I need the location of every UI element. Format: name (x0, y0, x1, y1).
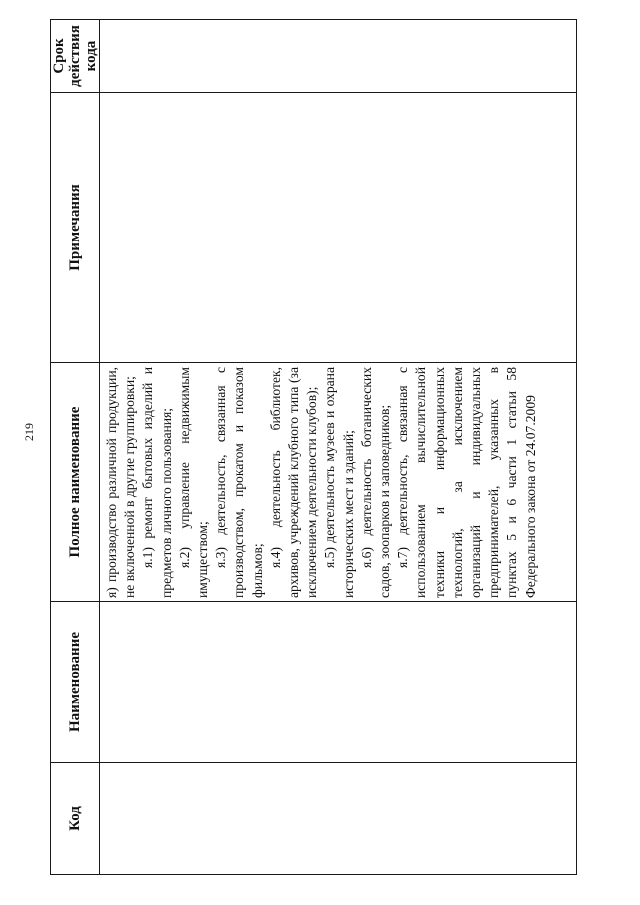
full-name-paragraph: я.5) деятельность музеев и охрана исторических мест и зданий; (322, 367, 356, 598)
table-row (100, 20, 577, 875)
header-validity: Срок действия кода (51, 20, 100, 93)
cell-full-name (100, 363, 577, 602)
header-name: Наименование (51, 602, 100, 763)
cell-notes (100, 93, 577, 363)
page-number: 219 (22, 423, 36, 441)
full-name-paragraph: я.7) деятельность, связанная с использованием вычислительной техники и информационных технологий, за исключением организаций и индивидуальных предпринимателей, указанных в пунктах 5 и 6 части 1 статьи 58 Федерального закона от 24.07.2009 (395, 367, 538, 598)
codes-table (50, 19, 577, 875)
header-full-name: Полное наименование (51, 363, 100, 602)
full-name-paragraph: я.1) ремонт бытовых изделий и предметов личного пользования; (140, 367, 174, 598)
header-code: Код (51, 763, 100, 875)
cell-validity (100, 20, 577, 93)
full-name-paragraph: я.2) управление недвижимым имуществом; (176, 367, 211, 598)
full-name-paragraph: я.4) деятельность библиотек, архивов, учреждений клубного типа (за исключением деятельности клубов); (267, 367, 320, 598)
cell-name (100, 602, 577, 763)
full-name-paragraph: я.3) деятельность, связанная с производством, прокатом и показом фильмов; (213, 367, 265, 598)
table-header-row (51, 20, 100, 875)
full-name-paragraph: я) производство различной продукции, не включенной в другие группировки; (104, 367, 138, 598)
header-notes: Примечания (51, 93, 100, 363)
full-name-paragraph: я.6) деятельность ботанических садов, зоопарков и заповедников; (358, 367, 393, 598)
document-sheet (50, 20, 577, 875)
cell-code (100, 763, 577, 875)
